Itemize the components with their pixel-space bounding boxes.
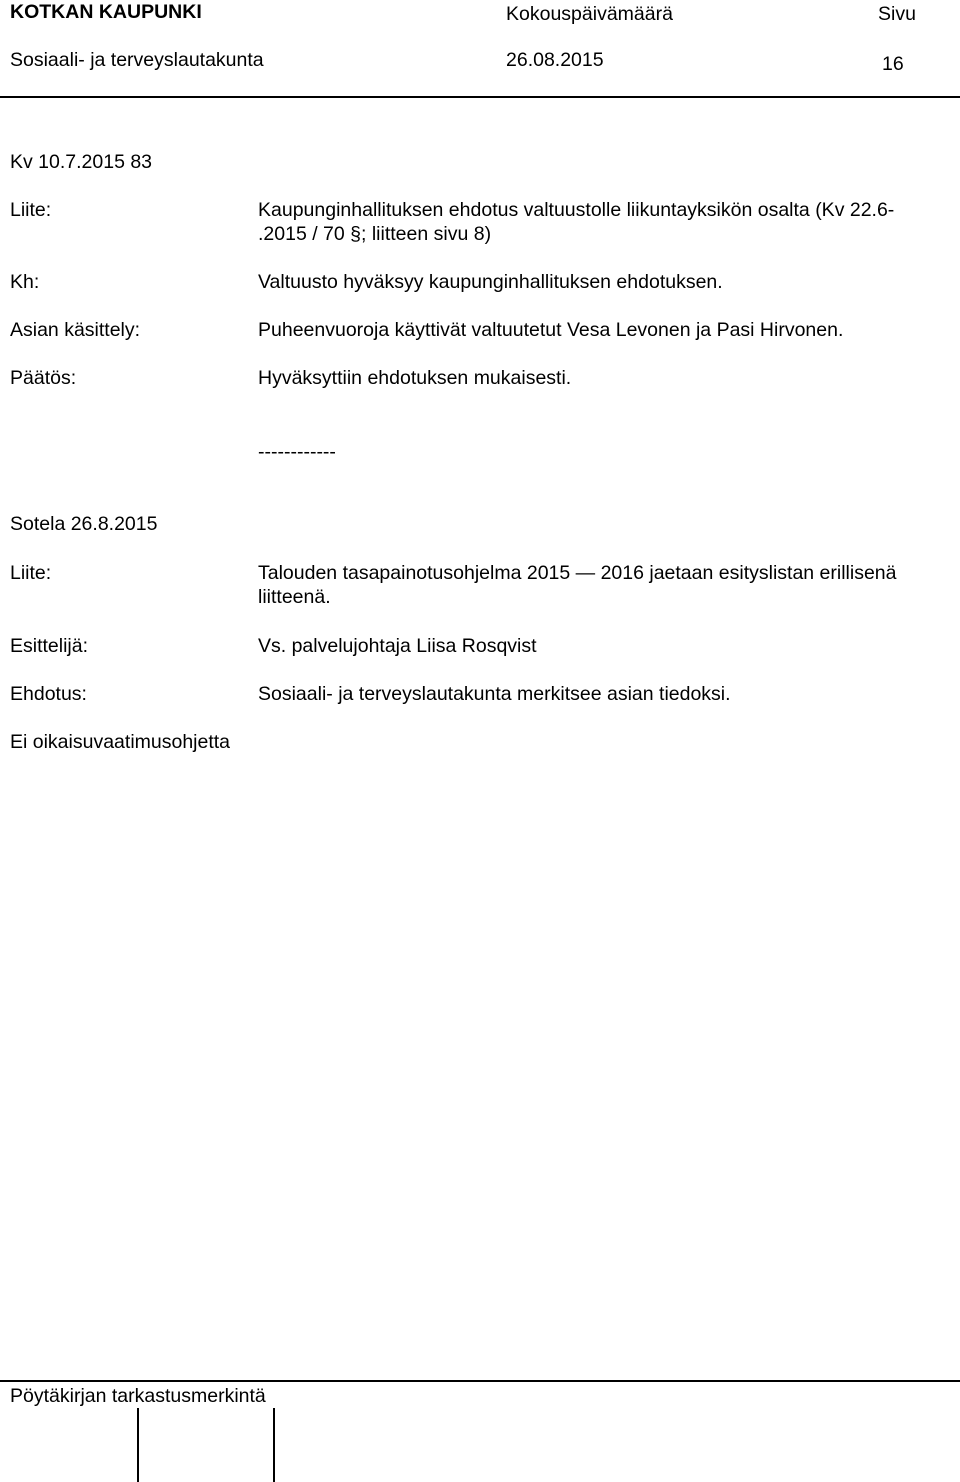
page-label: Sivu — [878, 3, 916, 25]
row-text: Puheenvuoroja käyttivät valtuutetut Vesa Levonen ja Pasi Hirvonen. — [258, 319, 844, 341]
row-label: Liite: — [10, 199, 52, 221]
row-text-continued: liitteenä. — [258, 586, 331, 608]
row-label: Kh: — [10, 271, 40, 293]
row-label: Liite: — [10, 562, 52, 584]
page-number: 16 — [882, 53, 904, 75]
row-text-continued: .2015 / 70 §; liitteen sivu 8) — [258, 223, 492, 245]
footer-divider — [0, 1380, 960, 1382]
section-ref: Sotela 26.8.2015 — [10, 513, 158, 535]
appeal-note: Ei oikaisuvaatimusohjetta — [10, 731, 231, 753]
footer-label: Pöytäkirjan tarkastusmerkintä — [10, 1385, 266, 1407]
section-ref: Kv 10.7.2015 83 — [10, 151, 153, 173]
row-text: Hyväksyttiin ehdotuksen mukaisesti. — [258, 367, 572, 389]
row-text: Sosiaali- ja terveyslautakunta merkitsee asian tiedoksi. — [258, 683, 731, 705]
org-name: KOTKAN KAUPUNKI — [10, 1, 202, 23]
date-label: Kokouspäivämäärä — [506, 3, 673, 25]
signature-box-divider — [137, 1408, 139, 1482]
row-text: Kaupunginhallituksen ehdotus valtuustolle liikuntayksikön osalta (Kv 22.6- — [258, 199, 895, 221]
signature-box-divider — [273, 1408, 275, 1482]
separator: ------------ — [258, 441, 336, 463]
row-text: Valtuusto hyväksyy kaupunginhallituksen ehdotuksen. — [258, 271, 723, 293]
meeting-date: 26.08.2015 — [506, 49, 604, 71]
row-text: Talouden tasapainotusohjelma 2015 — 2016 jaetaan esityslistan erillisenä — [258, 562, 897, 584]
row-label: Ehdotus: — [10, 683, 87, 705]
header-divider — [0, 96, 960, 98]
board-name: Sosiaali- ja terveyslautakunta — [10, 49, 264, 71]
row-text: Vs. palvelujohtaja Liisa Rosqvist — [258, 635, 537, 657]
row-label: Asian käsittely: — [10, 319, 141, 341]
row-label: Päätös: — [10, 367, 77, 389]
row-label: Esittelijä: — [10, 635, 89, 657]
